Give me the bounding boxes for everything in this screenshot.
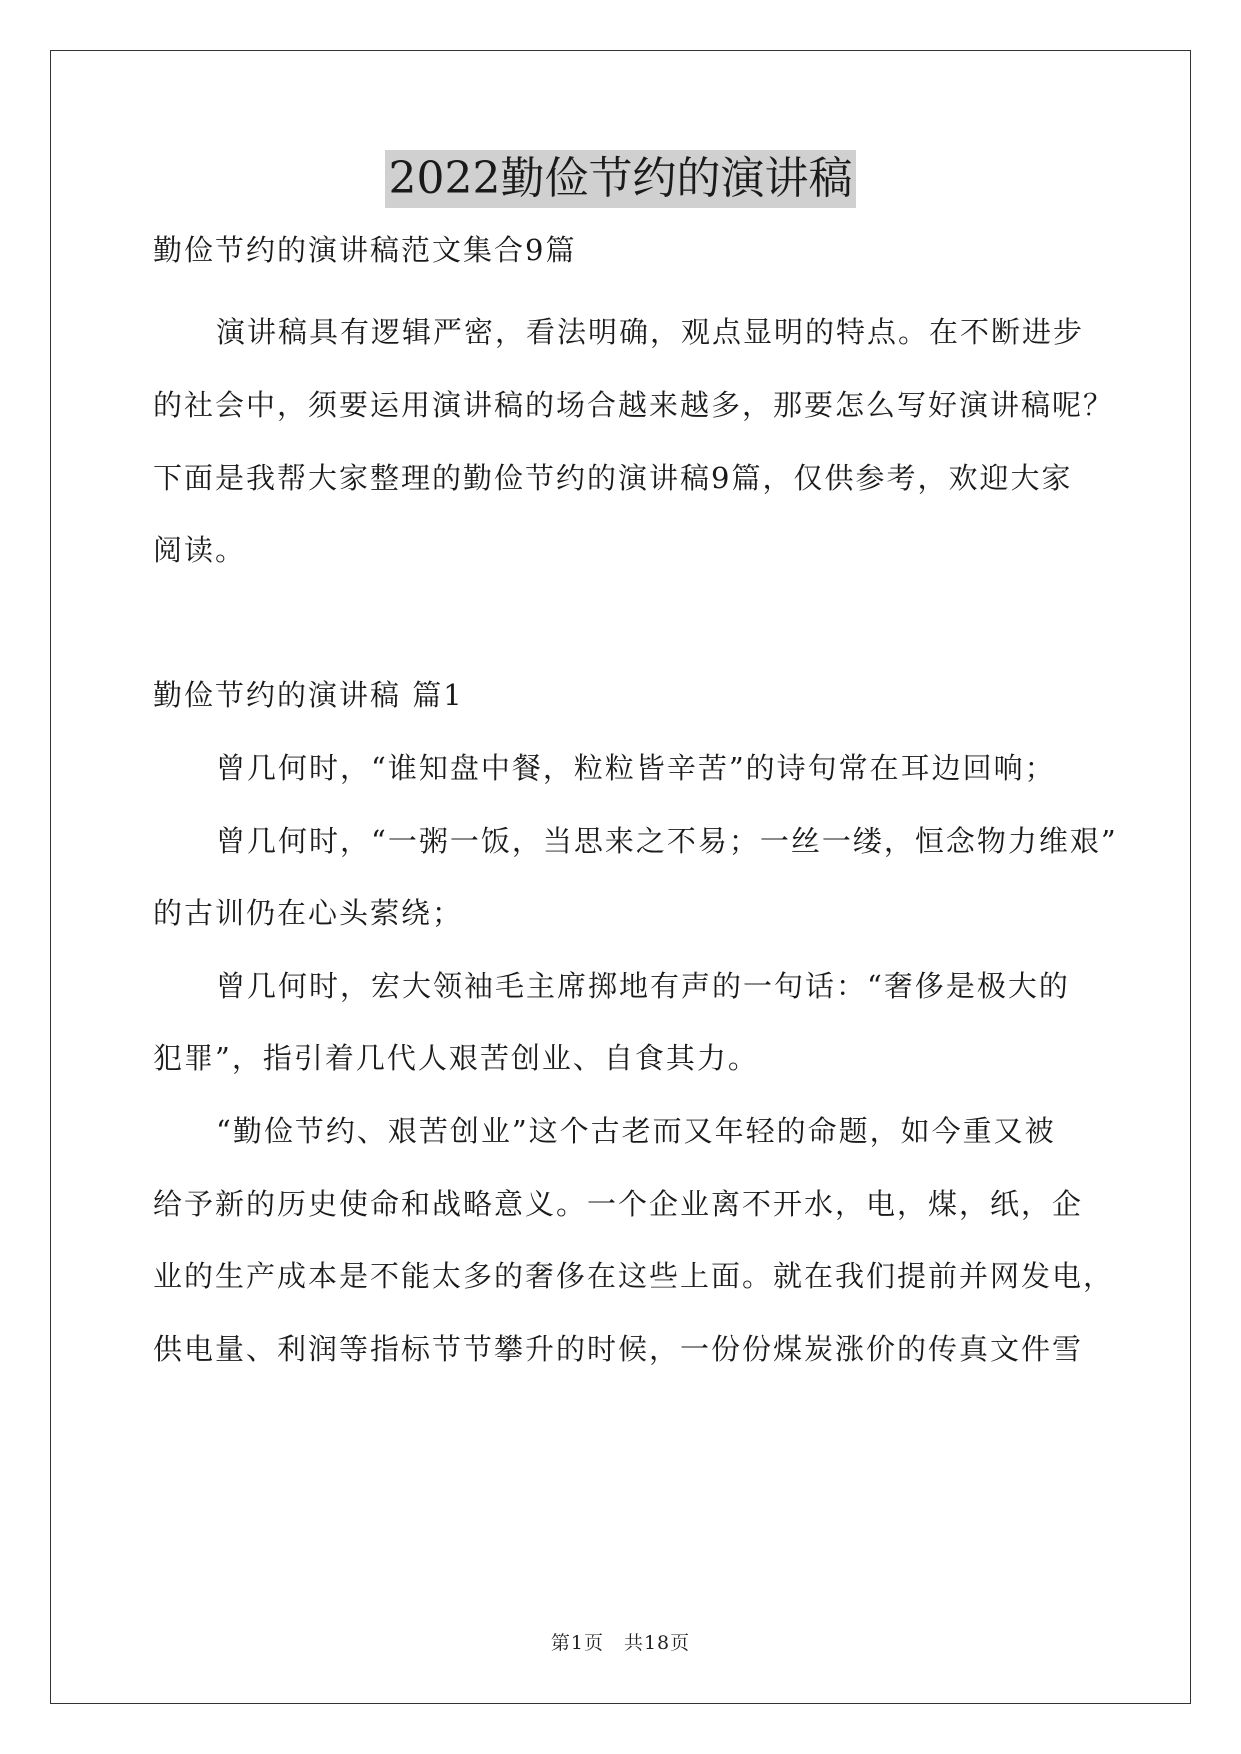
paragraph-line: 演讲稿具有逻辑严密，看法明确，观点显明的特点。在不断进步	[216, 315, 1085, 349]
paragraph-line: 供电量、利润等指标节节攀升的时候，一份份煤炭涨价的传真文件雪	[153, 1332, 1084, 1366]
page-border	[50, 50, 1191, 1704]
paragraph-line: 曾几何时，宏大领袖毛主席掷地有声的一句话：“奢侈是极大的	[216, 969, 1070, 1003]
paragraph-line: 曾几何时，“一粥一饭，当思来之不易；一丝一缕，恒念物力维艰”	[216, 824, 1118, 858]
paragraph-line: 的古训仍在心头萦绕；	[153, 896, 464, 930]
paragraph-line: 勤俭节约的演讲稿范文集合9篇	[153, 233, 577, 267]
page-footer: 第1页 共18页	[550, 1632, 691, 1654]
paragraph-line: 给予新的历史使命和战略意义。一个企业离不开水，电，煤，纸，企	[153, 1187, 1084, 1221]
paragraph-line: 犯罪”，指引着几代人艰苦创业、自食其力。	[153, 1041, 759, 1075]
paragraph-line: “勤俭节约、艰苦创业”这个古老而又年轻的命题，如今重又被	[216, 1114, 1056, 1148]
section-heading: 勤俭节约的演讲稿 篇1	[153, 678, 464, 712]
paragraph-line: 的社会中，须要运用演讲稿的场合越来越多，那要怎么写好演讲稿呢？	[153, 388, 1115, 422]
document-title: 2022勤俭节约的演讲稿	[385, 150, 857, 208]
title-container	[0, 150, 1241, 208]
paragraph-line: 业的生产成本是不能太多的奢侈在这些上面。就在我们提前并网发电，	[153, 1259, 1115, 1293]
paragraph-line: 下面是我帮大家整理的勤俭节约的演讲稿9篇，仅供参考，欢迎大家	[153, 461, 1073, 495]
paragraph-line: 阅读。	[153, 533, 247, 567]
paragraph-line: 曾几何时，“谁知盘中餐，粒粒皆辛苦”的诗句常在耳边回响；	[216, 751, 1056, 785]
